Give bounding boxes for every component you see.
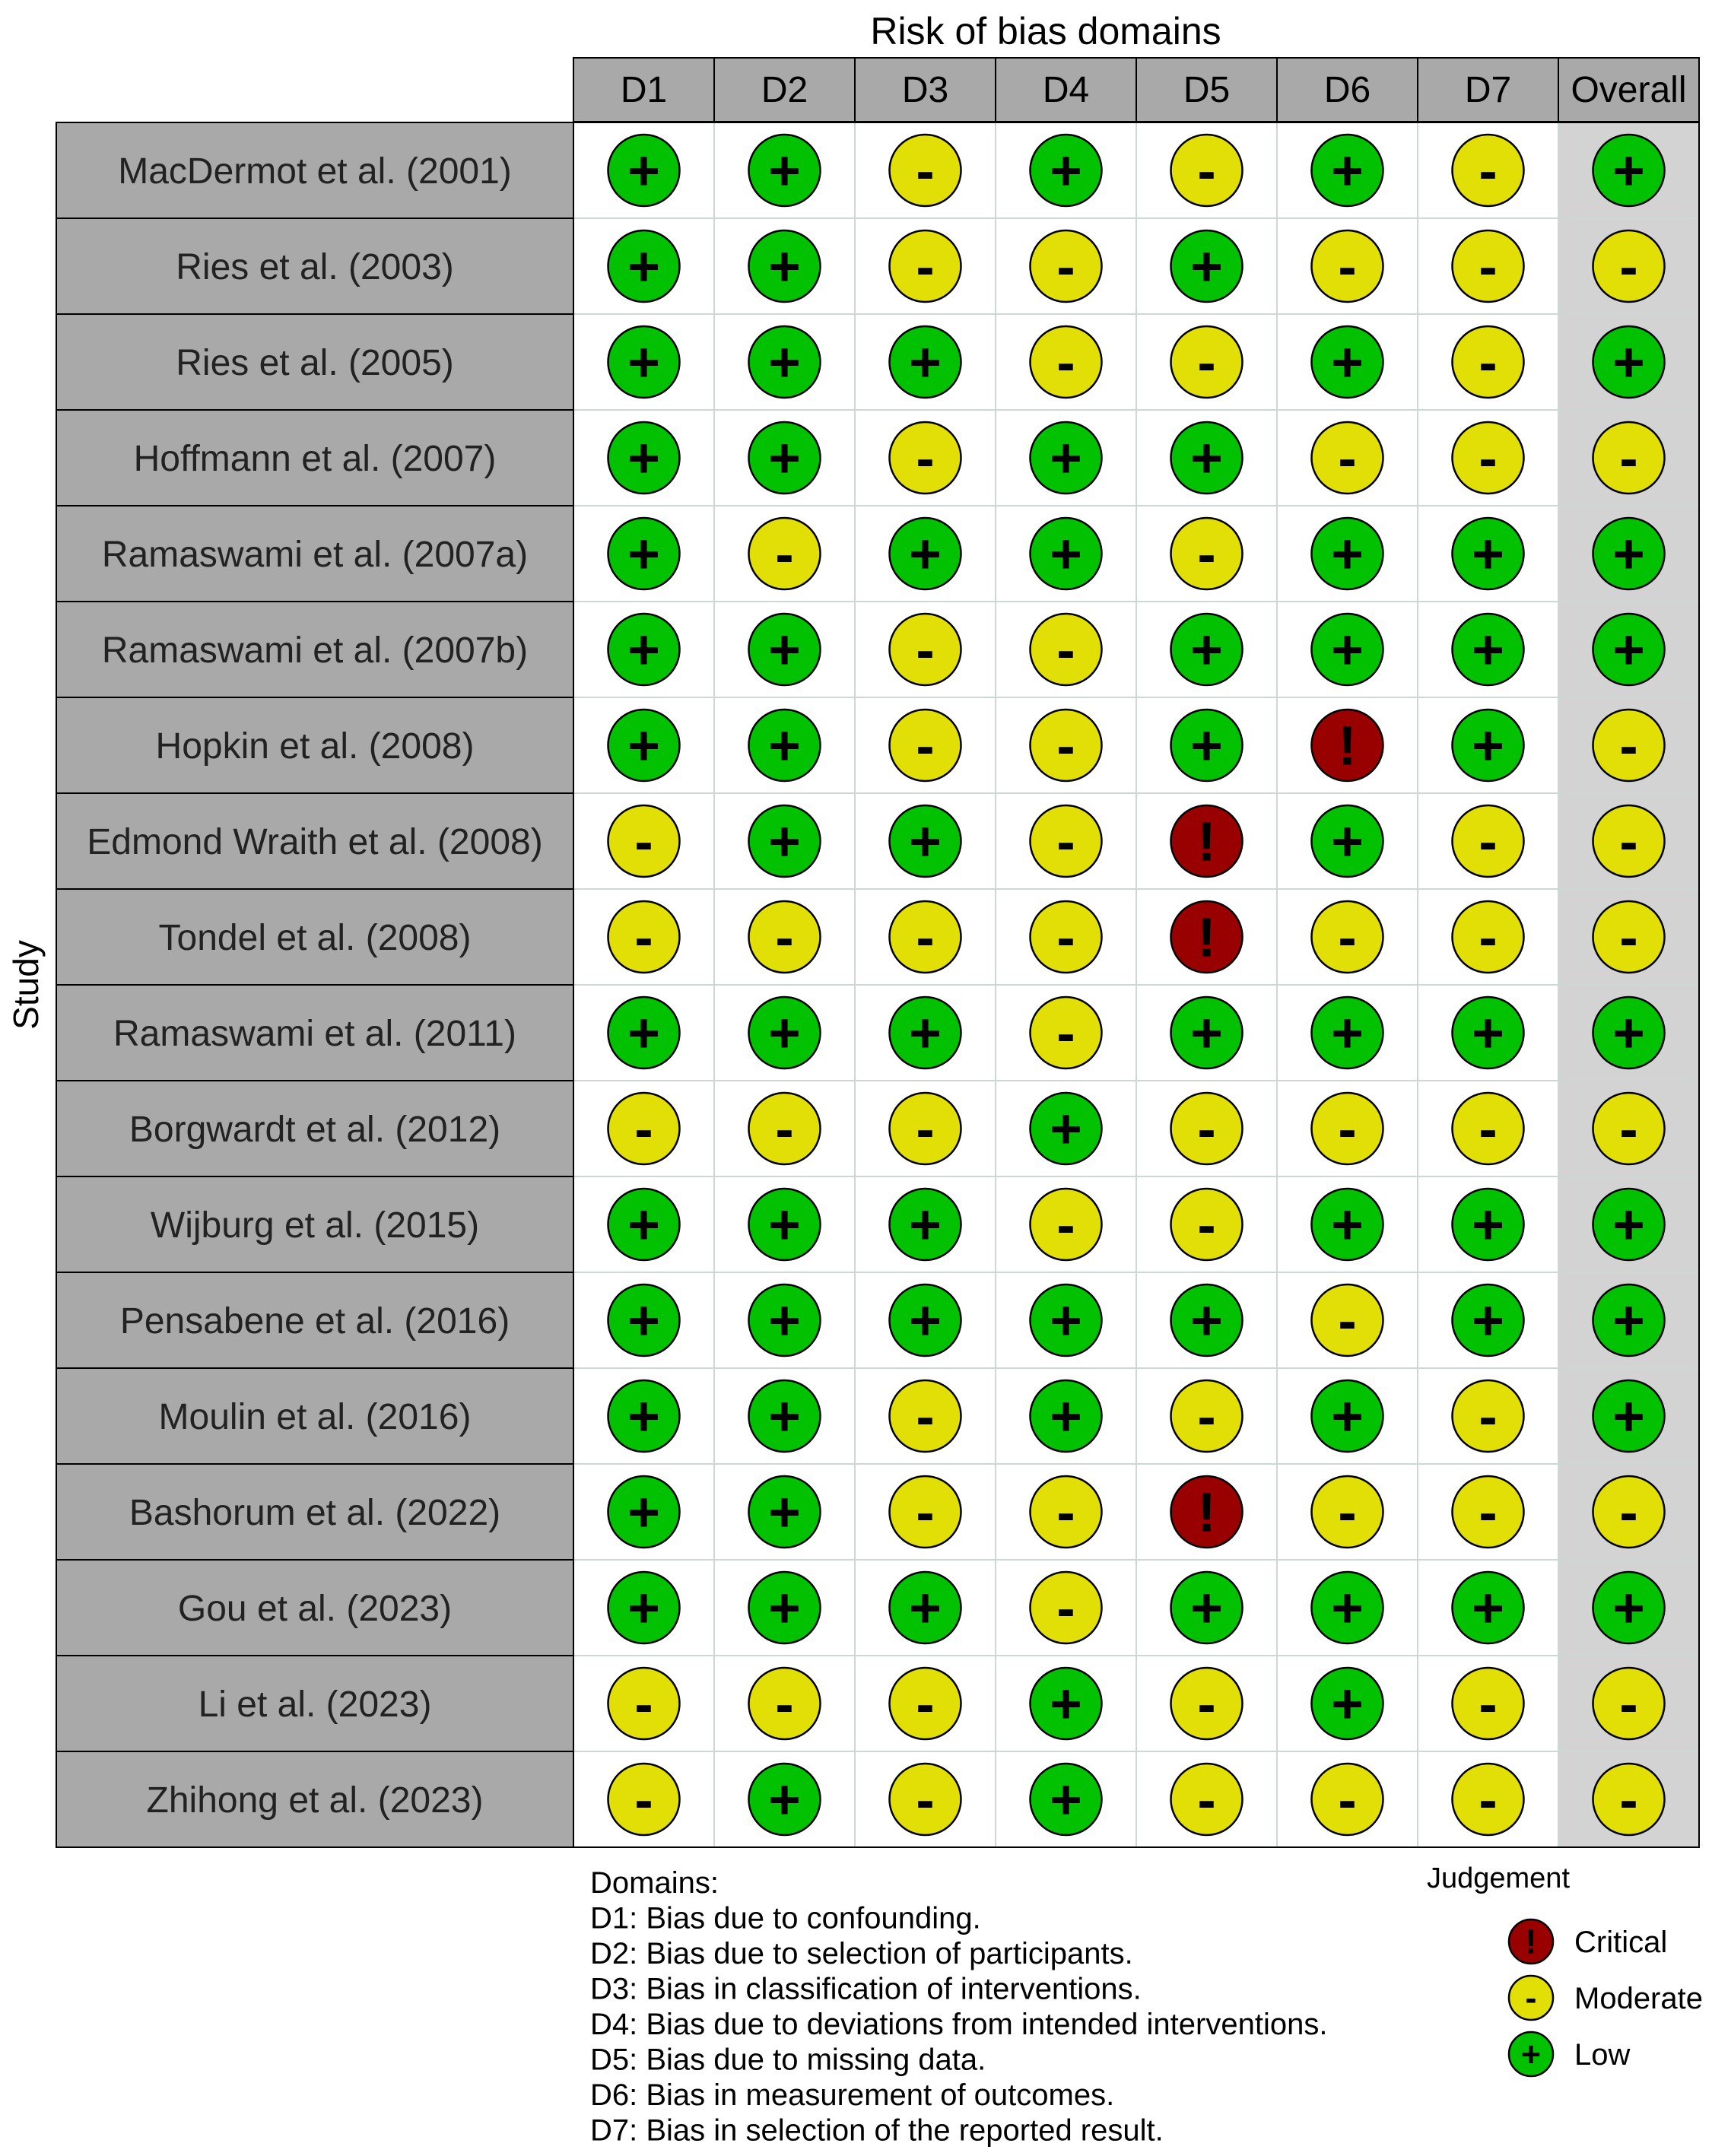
judgement-symbol-low: + (1050, 523, 1082, 586)
judgement-symbol-low: + (1472, 1577, 1504, 1640)
judgement-symbol-moderate: - (1619, 811, 1638, 873)
judgement-symbol-low: + (1331, 140, 1364, 202)
judgement-symbol-low: + (1472, 1002, 1504, 1065)
judgement-symbol-moderate: - (1479, 811, 1498, 873)
judgement-symbol-low: + (909, 1002, 942, 1065)
judgement-symbol-low: + (768, 332, 801, 394)
judgement-symbol-low: + (1190, 715, 1223, 777)
study-label: Wijburg et al. (2015) (150, 1205, 480, 1246)
judgement-symbol-low: + (1190, 1002, 1223, 1065)
judgement-symbol-moderate: - (1056, 907, 1075, 969)
judgement-symbol-low: + (1331, 1386, 1364, 1448)
study-label: Gou et al. (2023) (177, 1589, 453, 1629)
judgement-symbol-low: + (1331, 332, 1364, 394)
judgement-symbol-low: + (909, 811, 942, 873)
judgement-symbol-low: + (909, 1194, 942, 1256)
judgement-symbol-low: + (1190, 1290, 1223, 1352)
column-header-d1: D1 (620, 70, 668, 110)
column-header-overall: Overall (1571, 70, 1687, 110)
study-label: Ries et al. (2005) (176, 343, 454, 383)
legend-label-moderate: Moderate (1574, 1982, 1703, 2015)
legend-label-critical: Critical (1574, 1926, 1668, 1959)
judgement-symbol-low: + (1472, 523, 1504, 586)
judgement-symbol-low: + (1331, 1194, 1364, 1256)
y-axis-label: Study (6, 940, 46, 1030)
judgement-symbol-moderate: - (1197, 140, 1216, 202)
judgement-symbol-moderate: - (634, 907, 653, 969)
domains-heading: Domains: (590, 1866, 719, 1900)
judgement-symbol-moderate: - (634, 1098, 653, 1161)
judgement-symbol-low: + (1472, 715, 1504, 777)
judgement-symbol-moderate: - (634, 1673, 653, 1735)
judgement-symbol-moderate: - (1056, 332, 1075, 394)
study-label: Ramaswami et al. (2011) (113, 1014, 516, 1054)
column-header-d2: D2 (761, 70, 808, 110)
judgement-symbol-critical: ! (1197, 1481, 1216, 1544)
judgement-symbol-low: + (768, 1002, 801, 1065)
judgement-symbol-moderate: - (1619, 1673, 1638, 1735)
domain-description: D4: Bias due to deviations from intended interventions. (590, 2008, 1328, 2041)
judgement-symbol-moderate: - (916, 1386, 935, 1448)
judgement-symbol-moderate: - (1338, 427, 1357, 490)
chart-title: Risk of bias domains (870, 10, 1221, 52)
domain-description: D1: Bias due to confounding. (590, 1901, 981, 1935)
judgement-symbol-moderate: - (1056, 236, 1075, 298)
judgement-symbol-moderate: - (1479, 140, 1498, 202)
domain-description: D2: Bias due to selection of participants. (590, 1937, 1133, 1970)
column-header-d7: D7 (1464, 70, 1512, 110)
study-label: Bashorum et al. (2022) (129, 1493, 501, 1533)
column-header-d5: D5 (1183, 70, 1231, 110)
judgement-symbol-moderate: - (1619, 715, 1638, 777)
judgement-symbol-moderate: - (1197, 1194, 1216, 1256)
judgement-symbol-low: + (768, 1769, 801, 1831)
study-label: Hoffmann et al. (2007) (133, 439, 497, 479)
domains-description-block (590, 1866, 1327, 2148)
judgement-symbol-low: + (1472, 1290, 1504, 1352)
judgement-symbol-low: + (627, 427, 660, 490)
study-label: Ramaswami et al. (2007b) (101, 630, 529, 671)
study-label: Li et al. (2023) (198, 1684, 432, 1725)
judgement-symbol-low: + (768, 140, 801, 202)
study-label: Pensabene et al. (2016) (119, 1301, 510, 1342)
judgement-symbol-low: + (1050, 427, 1082, 490)
judgement-symbol-moderate: - (1338, 907, 1357, 969)
study-label: MacDermot et al. (2001) (118, 151, 512, 192)
judgement-symbol-moderate: - (1479, 1673, 1498, 1735)
judgement-symbol-low: + (909, 523, 942, 586)
judgement-symbol-moderate: - (1479, 1481, 1498, 1544)
judgement-symbol-moderate: - (1338, 1481, 1357, 1544)
judgement-symbol-moderate: - (1479, 427, 1498, 490)
judgement-symbol-low: + (1331, 619, 1364, 681)
judgement-symbol-moderate: - (916, 1481, 935, 1544)
judgement-symbol-moderate: - (1479, 1386, 1498, 1448)
judgement-symbol-moderate: - (1197, 1098, 1216, 1161)
judgement-symbol-low: + (909, 332, 942, 394)
judgement-symbol-moderate: - (916, 140, 935, 202)
judgement-symbol-low: + (627, 140, 660, 202)
judgement-symbol-critical: ! (1338, 715, 1357, 777)
domain-description: D3: Bias in classification of interventions. (590, 1972, 1142, 2006)
judgement-symbol-moderate: - (916, 427, 935, 490)
judgement-symbol-moderate: - (775, 1098, 794, 1161)
judgement-symbol-moderate: - (1479, 236, 1498, 298)
judgement-symbol-low: + (627, 332, 660, 394)
study-label: Ramaswami et al. (2007a) (101, 535, 529, 575)
judgement-symbol-low: + (1612, 1290, 1645, 1352)
judgement-symbol-moderate: - (1338, 1769, 1357, 1831)
study-label: Hopkin et al. (2008) (155, 726, 475, 767)
judgement-symbol-low: + (768, 236, 801, 298)
judgement-symbol-low-legend: + (1520, 2034, 1542, 2074)
traffic-light-grid (56, 58, 1699, 1847)
judgement-symbol-low: + (627, 619, 660, 681)
judgement-symbol-moderate: - (1197, 332, 1216, 394)
judgement-symbol-moderate: - (1056, 715, 1075, 777)
judgement-symbol-low: + (768, 811, 801, 873)
judgement-symbol-moderate: - (916, 1769, 935, 1831)
column-header-d6: D6 (1323, 70, 1371, 110)
judgement-symbol-low: + (1331, 1673, 1364, 1735)
judgement-symbol-low: + (627, 1290, 660, 1352)
column-header-d4: D4 (1042, 70, 1090, 110)
judgement-symbol-moderate: - (634, 1769, 653, 1831)
judgement-symbol-low: + (1190, 236, 1223, 298)
judgement-symbol-low: + (1331, 523, 1364, 586)
judgement-symbol-moderate: - (1056, 811, 1075, 873)
judgement-symbol-low: + (627, 1577, 660, 1640)
judgement-symbol-moderate: - (1056, 1481, 1075, 1544)
judgement-symbol-low: + (1612, 1386, 1645, 1448)
judgement-symbol-low: + (1612, 523, 1645, 586)
judgement-symbol-moderate: - (775, 907, 794, 969)
judgement-symbol-moderate: - (1338, 1098, 1357, 1161)
judgement-symbol-low: + (768, 1577, 801, 1640)
judgement-symbol-low: + (1190, 619, 1223, 681)
judgement-symbol-low: + (1050, 140, 1082, 202)
judgement-symbol-low: + (768, 1290, 801, 1352)
judgement-symbol-moderate: - (634, 811, 653, 873)
judgement-symbol-low: + (768, 619, 801, 681)
judgement-symbol-critical: ! (1197, 907, 1216, 969)
judgement-symbol-moderate: - (1479, 1098, 1498, 1161)
judgement-symbol-low: + (1612, 1194, 1645, 1256)
judgement-symbol-low: + (627, 1386, 660, 1448)
judgement-symbol-low: + (768, 1194, 801, 1256)
judgement-symbol-low: + (1050, 1769, 1082, 1831)
domain-description: D5: Bias due to missing data. (590, 2043, 986, 2077)
column-header-d3: D3 (901, 70, 949, 110)
judgement-symbol-low: + (1050, 1290, 1082, 1352)
judgement-symbol-low: + (627, 1002, 660, 1065)
judgement-symbol-low: + (1472, 1194, 1504, 1256)
judgement-symbol-low: + (1472, 619, 1504, 681)
judgement-symbol-moderate: - (1197, 1673, 1216, 1735)
judgement-symbol-low: + (768, 1386, 801, 1448)
judgement-symbol-moderate: - (916, 907, 935, 969)
judgement-symbol-moderate: - (1619, 236, 1638, 298)
judgement-symbol-moderate: - (1619, 1769, 1638, 1831)
judgement-symbol-moderate: - (1056, 1577, 1075, 1640)
judgement-symbol-moderate: - (916, 715, 935, 777)
judgement-symbol-moderate: - (1338, 1290, 1357, 1352)
judgement-symbol-moderate: - (1197, 1386, 1216, 1448)
judgement-symbol-low: + (909, 1290, 942, 1352)
judgement-symbol-low: + (768, 715, 801, 777)
judgement-symbol-moderate: - (916, 236, 935, 298)
judgement-symbol-moderate: - (1056, 1002, 1075, 1065)
judgement-symbol-low: + (1612, 332, 1645, 394)
judgement-symbol-low: + (627, 236, 660, 298)
judgement-symbol-moderate: - (1619, 1481, 1638, 1544)
judgement-symbol-moderate: - (1619, 907, 1638, 969)
judgement-symbol-low: + (1612, 140, 1645, 202)
judgement-symbol-low: + (1190, 427, 1223, 490)
judgement-symbol-low: + (768, 427, 801, 490)
judgement-symbol-low: + (1190, 1577, 1223, 1640)
judgement-symbol-moderate: - (775, 1673, 794, 1735)
judgement-symbol-low: + (1331, 811, 1364, 873)
judgement-symbol-low: + (1612, 1577, 1645, 1640)
judgement-symbol-moderate: - (1056, 1194, 1075, 1256)
judgement-symbol-low: + (1331, 1577, 1364, 1640)
judgement-legend (1427, 1862, 1703, 2076)
study-label: Edmond Wraith et al. (2008) (87, 822, 543, 862)
judgement-symbol-critical: ! (1197, 811, 1216, 873)
judgement-symbol-low: + (1612, 619, 1645, 681)
judgement-symbol-moderate: - (1197, 523, 1216, 586)
legend-label-low: Low (1574, 2038, 1631, 2072)
judgement-symbol-low: + (1612, 1002, 1645, 1065)
study-label: Moulin et al. (2016) (158, 1397, 472, 1437)
judgement-symbol-moderate: - (916, 1673, 935, 1735)
judgement-symbol-moderate: - (1619, 1098, 1638, 1161)
judgement-symbol-low: + (1050, 1386, 1082, 1448)
judgement-symbol-low: + (909, 1577, 942, 1640)
judgement-symbol-moderate: - (916, 619, 935, 681)
judgement-symbol-low: + (768, 1481, 801, 1544)
judgement-symbol-moderate: - (1619, 427, 1638, 490)
domain-description: D6: Bias in measurement of outcomes. (590, 2078, 1115, 2112)
judgement-symbol-moderate: - (1479, 1769, 1498, 1831)
judgement-symbol-moderate: - (1479, 332, 1498, 394)
judgement-symbol-moderate: - (1338, 236, 1357, 298)
legend-title: Judgement (1426, 1862, 1571, 1894)
judgement-symbol-moderate-legend: - (1525, 1978, 1537, 2018)
judgement-symbol-low: + (1050, 1098, 1082, 1161)
judgement-symbol-critical-legend: ! (1525, 1922, 1537, 1961)
judgement-symbol-low: + (627, 1194, 660, 1256)
judgement-symbol-moderate: - (1197, 1769, 1216, 1831)
study-label: Tondel et al. (2008) (158, 918, 472, 958)
study-label: Zhihong et al. (2023) (146, 1780, 484, 1821)
domain-description: D7: Bias in selection of the reported result. (590, 2113, 1164, 2148)
judgement-symbol-low: + (1331, 1002, 1364, 1065)
judgement-symbol-low: + (627, 523, 660, 586)
judgement-symbol-low: + (627, 1481, 660, 1544)
judgement-symbol-moderate: - (916, 1098, 935, 1161)
study-label: Ries et al. (2003) (176, 247, 454, 287)
study-label: Borgwardt et al. (2012) (129, 1110, 501, 1150)
judgement-symbol-moderate: - (1479, 907, 1498, 969)
judgement-symbol-moderate: - (775, 523, 794, 586)
judgement-symbol-low: + (1050, 1673, 1082, 1735)
judgement-symbol-moderate: - (1056, 619, 1075, 681)
judgement-symbol-low: + (627, 715, 660, 777)
